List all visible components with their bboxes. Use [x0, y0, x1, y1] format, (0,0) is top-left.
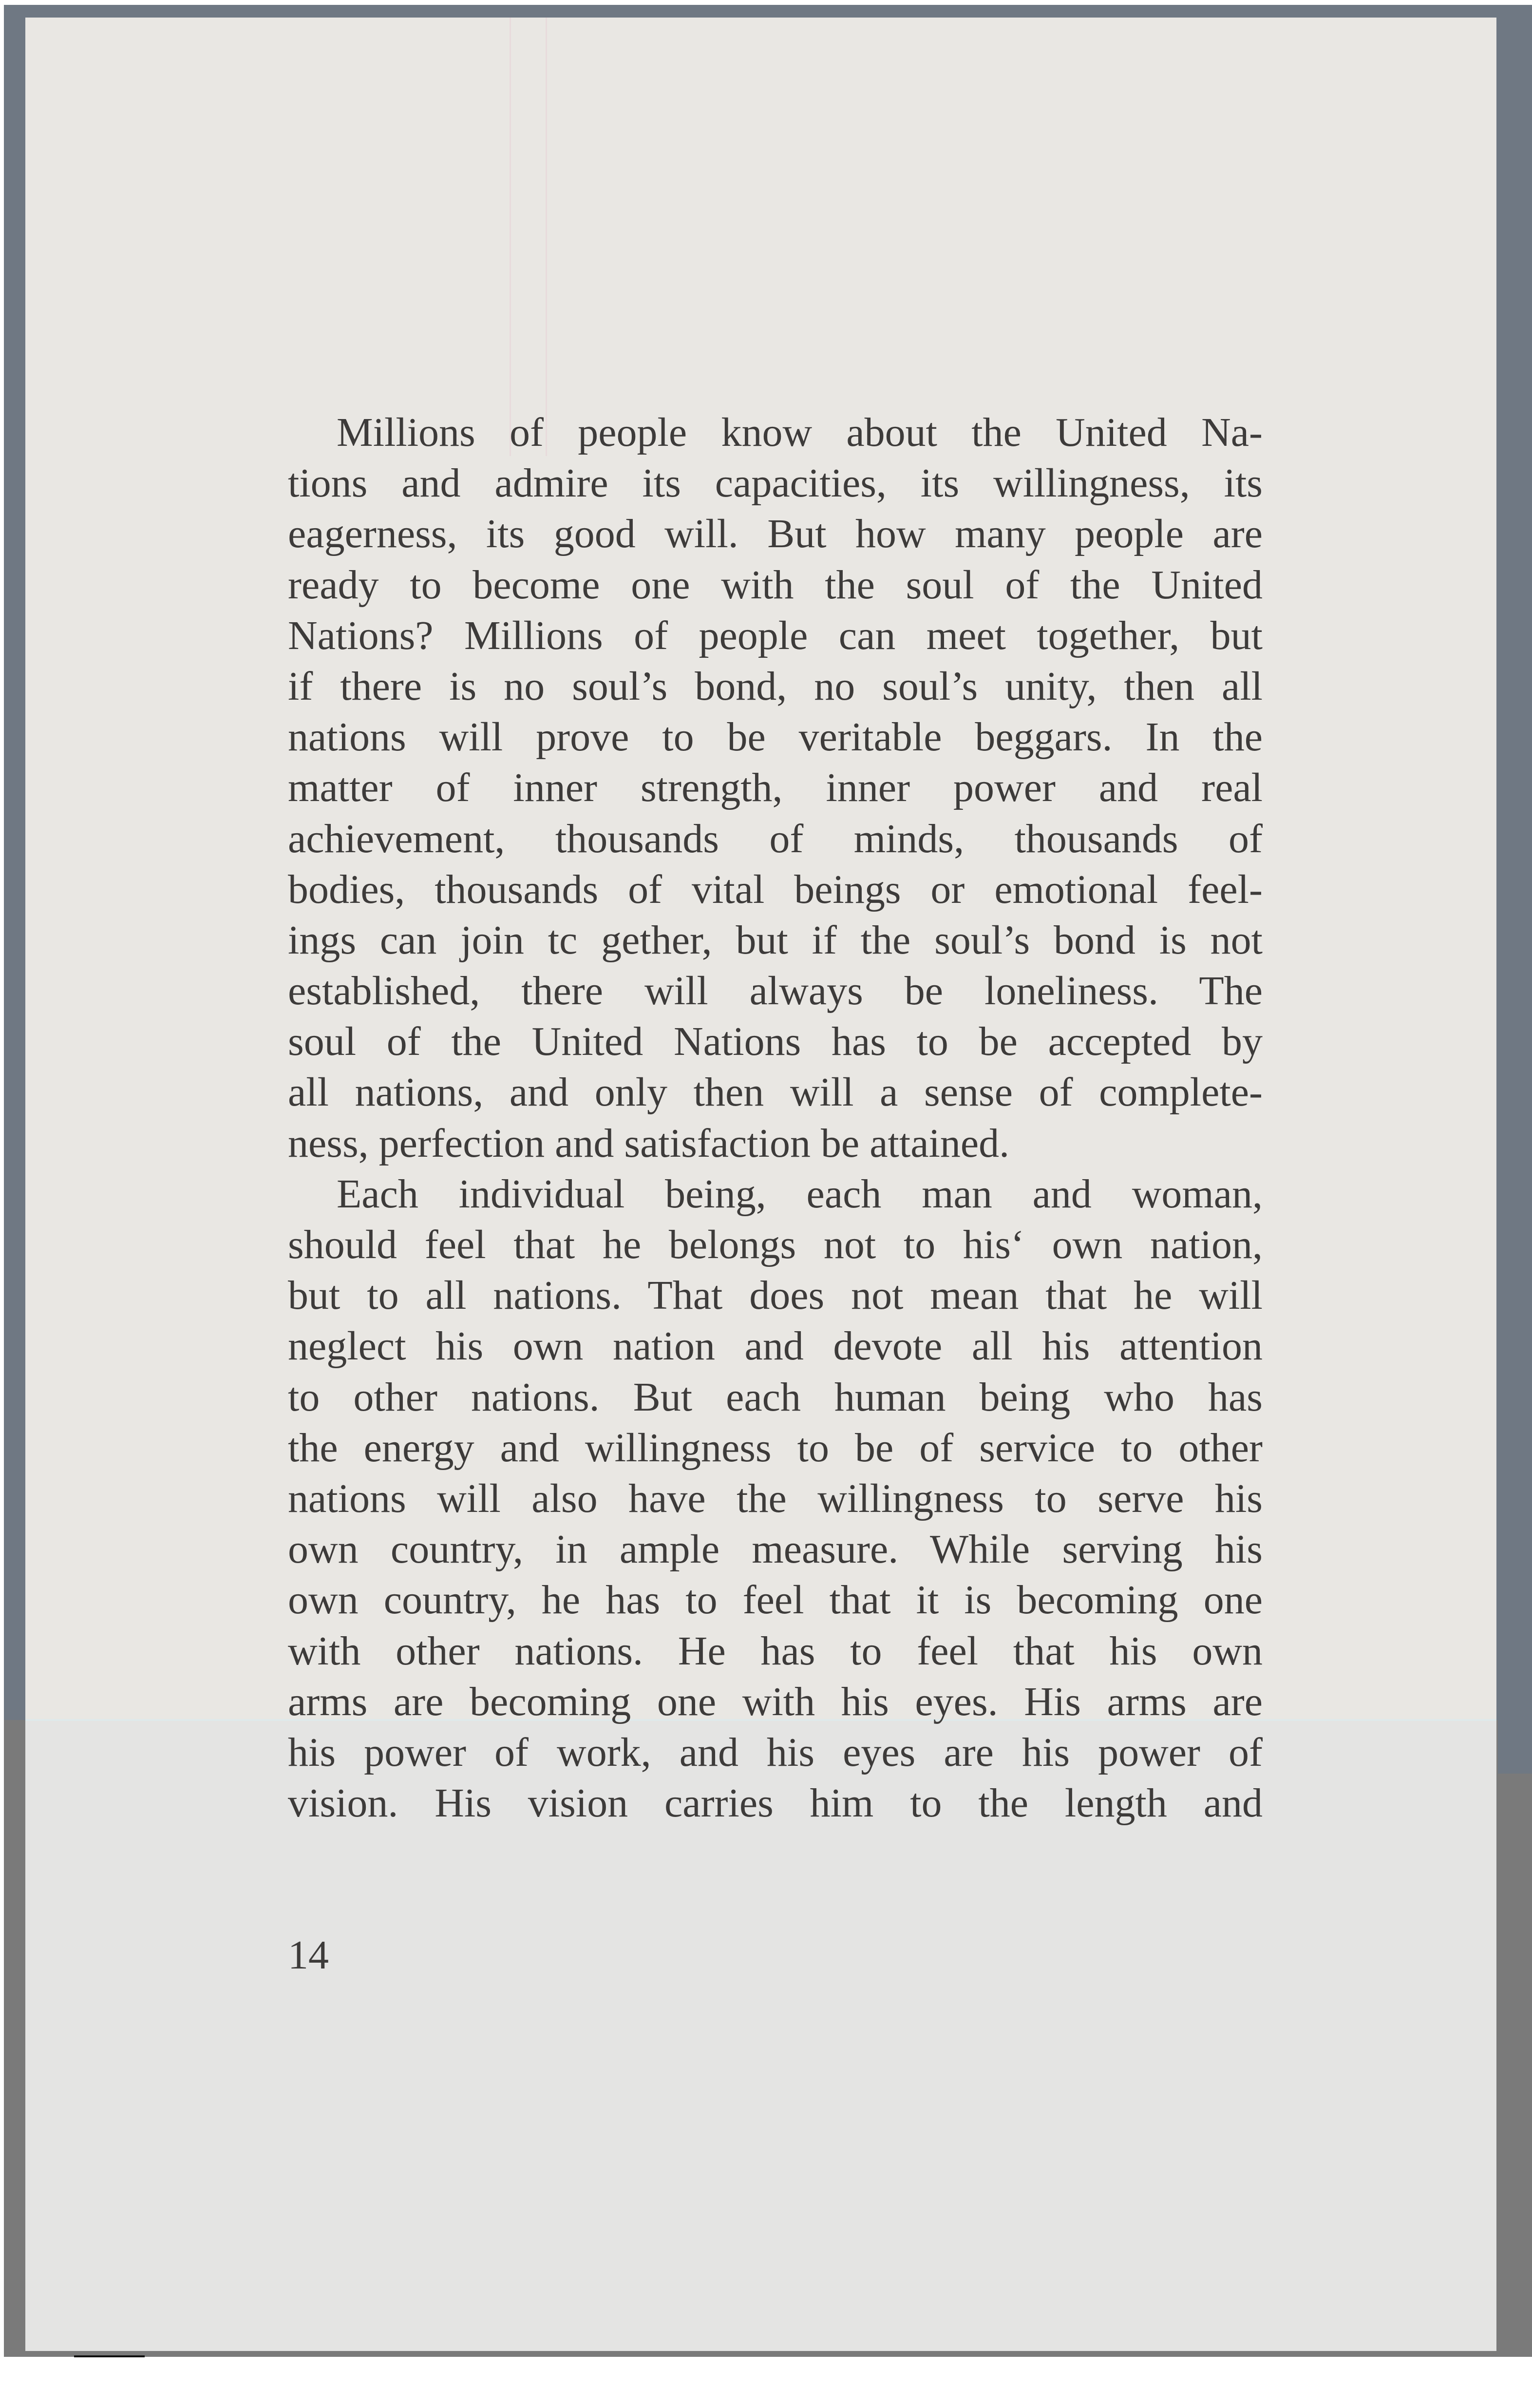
text-line: ness, perfection and satisfaction be attained. — [288, 1120, 1010, 1166]
text-line: eagerness, its good will. But how many people are — [288, 511, 1263, 557]
text-line: the energy and willingness to be of service to other — [288, 1425, 1263, 1471]
text-line: with other nations. He has to feel that his own — [288, 1628, 1263, 1674]
text-line: all nations, and only then will a sense of complete- — [288, 1070, 1263, 1115]
text-line: Each individual being, each man and woman, — [337, 1171, 1263, 1217]
text-line: own country, in ample measure. While serving his — [288, 1527, 1263, 1572]
text-line: neglect his own nation and devote all his attention — [288, 1323, 1263, 1369]
text-line: vision. His vision carries him to the length and — [288, 1780, 1263, 1826]
scan-streak — [510, 18, 511, 456]
text-line: Nations? Millions of people can meet together, but — [288, 612, 1263, 658]
book-page — [25, 18, 1496, 2351]
page-number: 14 — [288, 1932, 329, 1978]
scan-background-edge — [1498, 1720, 1532, 1774]
text-line: matter of inner strength, inner power and real — [288, 765, 1263, 811]
text-line: to other nations. But each human being who has — [288, 1374, 1263, 1420]
text-line: achievement, thousands of minds, thousands of — [288, 816, 1263, 861]
text-line: tions and admire its capacities, its willingness, its — [288, 460, 1263, 506]
scan-edge-mark — [74, 2355, 145, 2357]
text-line: own country, he has to feel that it is becoming one — [288, 1577, 1263, 1623]
body-text — [288, 407, 1263, 1829]
paragraph — [288, 1169, 1263, 1829]
text-line: arms are becoming one with his eyes. His arms are — [288, 1679, 1263, 1724]
text-line: Millions of people know about the United Na- — [337, 410, 1263, 455]
paragraph — [288, 407, 1263, 1169]
text-line: bodies, thousands of vital beings or emotional feel- — [288, 866, 1263, 912]
text-line: soul of the United Nations has to be accepted by — [288, 1019, 1263, 1065]
text-line: ready to become one with the soul of the United — [288, 562, 1263, 608]
text-line: his power of work, and his eyes are his power of — [288, 1729, 1263, 1775]
scan-streak — [546, 18, 547, 456]
text-line: should feel that he belongs not to his‘ own nation, — [288, 1222, 1263, 1267]
text-line: nations will prove to be veritable beggars. In the — [288, 714, 1263, 760]
text-line: nations will also have the willingness to serve his — [288, 1475, 1263, 1521]
text-line: established, there will always be loneliness. The — [288, 968, 1263, 1014]
text-line: ings can join tc gether, but if the soul’s bond is not — [288, 917, 1263, 963]
text-line: but to all nations. That does not mean that he will — [288, 1273, 1263, 1319]
text-line: if there is no soul’s bond, no soul’s unity, then all — [288, 663, 1263, 709]
